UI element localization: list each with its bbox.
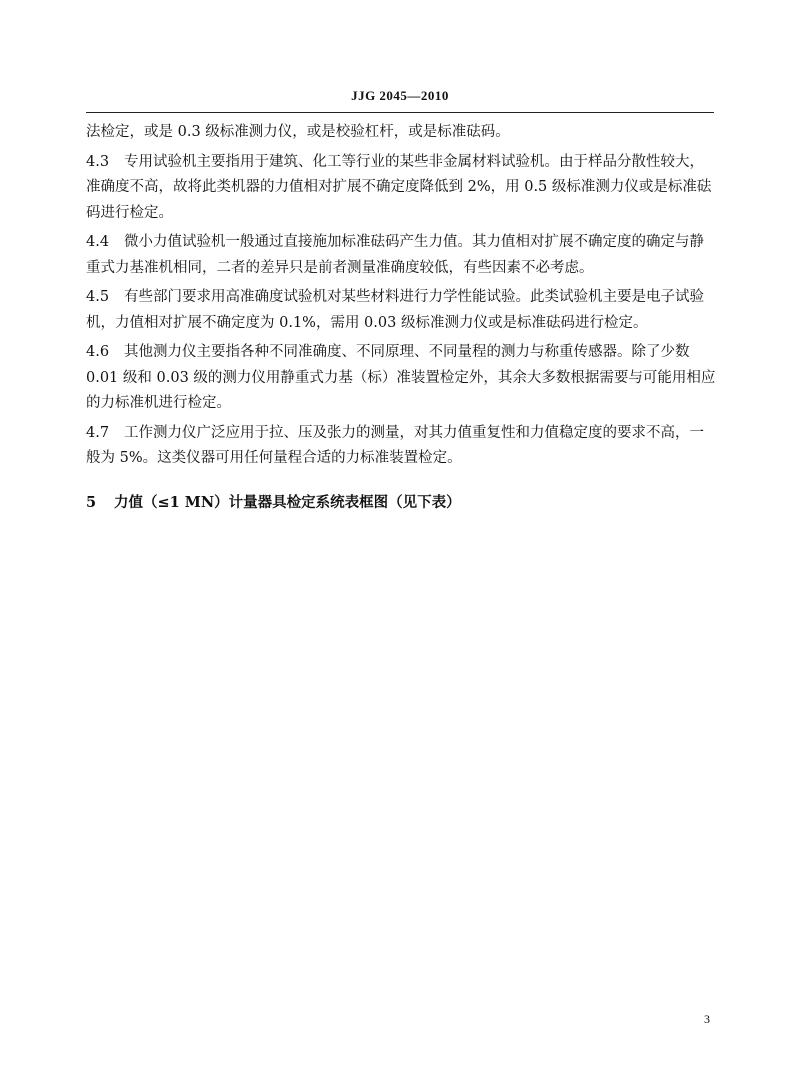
clause-number: 4.4 (86, 234, 110, 250)
continuation-paragraph: 法检定，或是 0.3 级标准测力仪，或是校验杠杆，或是标准砝码。 (86, 124, 510, 140)
clause-number: 4.6 (86, 344, 110, 360)
page-number: 3 (704, 1012, 710, 1026)
page-header: JJG 2045—2010 (351, 88, 449, 103)
clause-number: 4.3 (86, 153, 110, 170)
section-title: 力值（≤1 MN）计量器具检定系统表框图（见下表） (114, 493, 461, 511)
section-number: 5 (86, 493, 97, 511)
clause-text: 其他测力仪主要指各种不同准确度、不同原理、不同量程的测力与称重传感器。除了少数 0.01 级和 0.03 级的测力仪用静重式力基（标）准装置检定外，其余大多数根据需要与可能用相应的力标准机进行检定。 (86, 344, 716, 411)
clause-number: 4.7 (86, 424, 110, 441)
clause-4-3 (86, 150, 716, 227)
clause-4-7 (86, 421, 716, 472)
section-heading-5 (86, 490, 716, 516)
clause-text: 微小力值试验机一般通过直接施加标准砝码产生力值。其力值相对扩展不确定度的确定与静重式力基准机相同，二者的差异只是前者测量准确度较低，有些因素不必考虑。 (86, 234, 704, 276)
header-rule (86, 112, 714, 113)
clause-number: 4.5 (86, 289, 110, 305)
clause-text: 专用试验机主要指用于建筑、化工等行业的某些非金属材料试验机。由于样品分散性较大，准确度不高，故将此类机器的力值相对扩展不确定度降低到 2%，用 0.5 级标准测力仪或是标准砝码进行检定。 (86, 153, 712, 221)
clause-4-5 (86, 285, 716, 336)
clause-text: 有些部门要求用高准确度试验机对某些材料进行力学性能试验。此类试验机主要是电子试验机，力值相对扩展不确定度为 0.1%，需用 0.03 级标准测力仪或是标准砝码进行检定。 (86, 289, 704, 331)
clause-4-4 (86, 230, 716, 281)
clause-4-6 (86, 340, 716, 417)
document-body (86, 120, 716, 515)
clause-text: 工作测力仪广泛应用于拉、压及张力的测量，对其力值重复性和力值稳定度的要求不高，一般为 5%。这类仪器可用任何量程合适的力标准装置检定。 (86, 424, 704, 466)
